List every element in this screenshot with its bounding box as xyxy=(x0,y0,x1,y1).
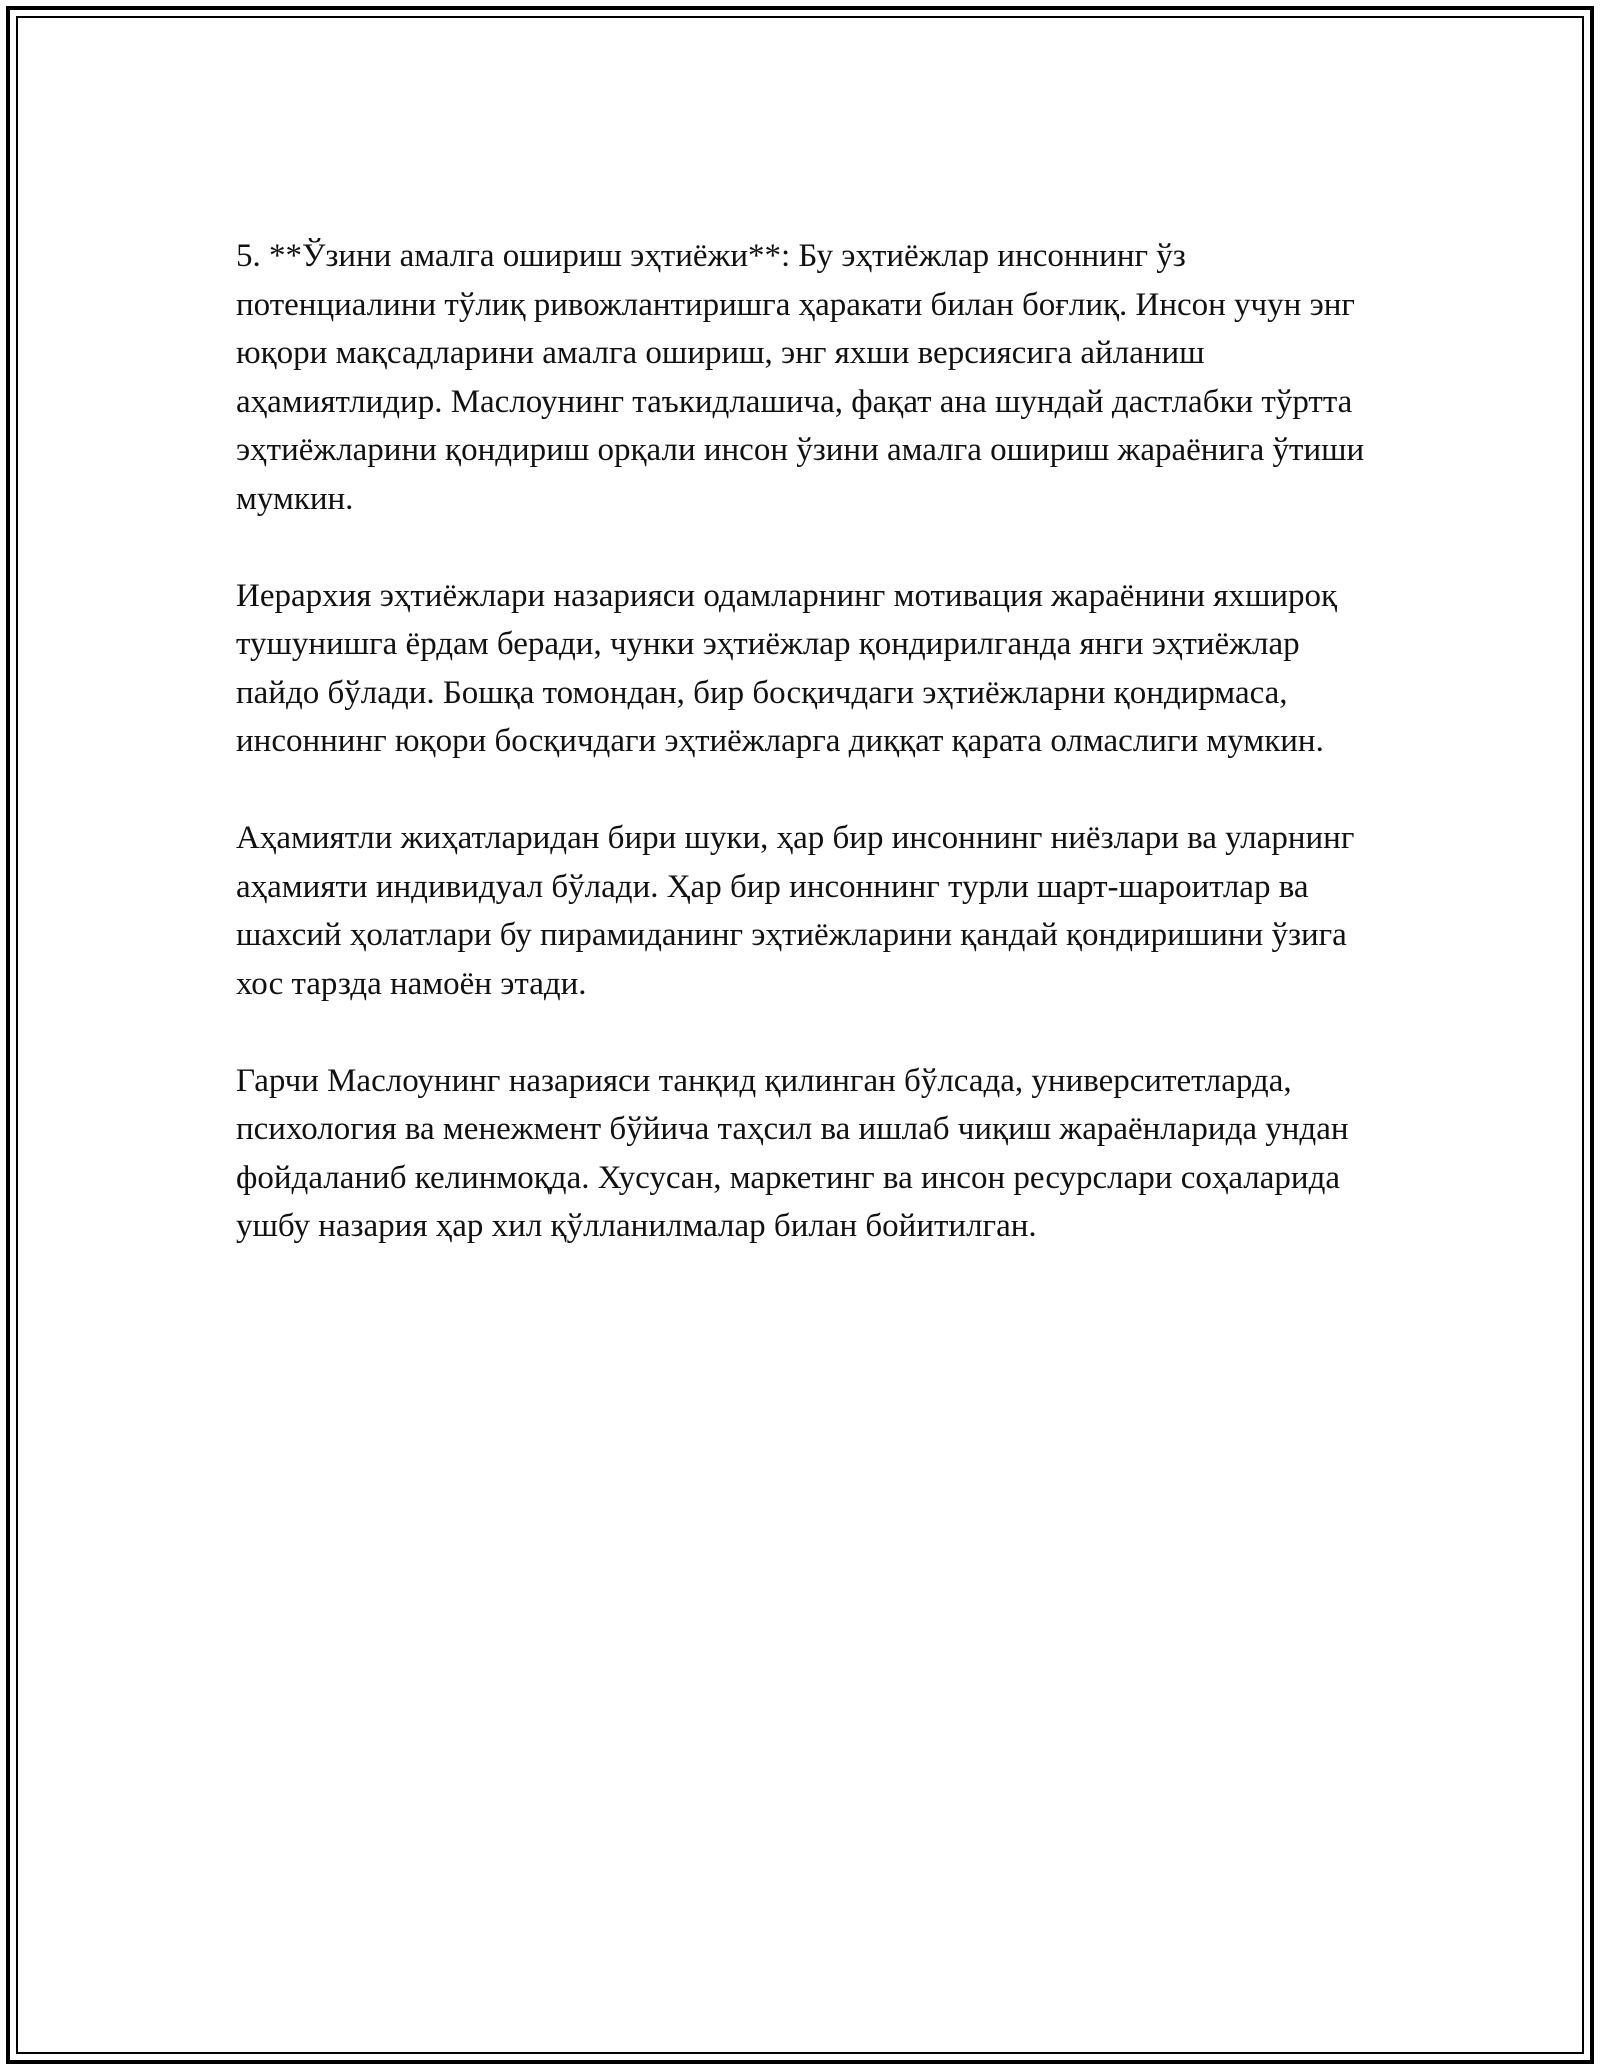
paragraph-hierarchy-motivation: Иерархия эҳтиёжлари назарияси одамларнинг мотивация жараёнини яхшироқ тушунишга ёрдам беради, чунки эҳтиёжлар қондирилганда янги эҳтиёжлар пайдо бўлади. Бошқа томондан, бир босқичдаги эҳтиёжларни қондирмаса, инсоннинг юқори босқичдаги эҳтиёжларга диққат қарата олмаслиги мумкин. xyxy=(236,577,1338,759)
paragraph-individual-needs: Аҳамиятли жиҳатларидан бири шуки, ҳар бир инсоннинг ниёзлари ва уларнинг аҳамияти индивидуал бўлади. Ҳар бир инсоннинг турли шарт-шароитлар ва шахсий ҳолатлари бу пирамиданинг эҳтиёжларини қандай қондиришини ўзига хос тарзда намоён этади. xyxy=(236,820,1355,1002)
document-body xyxy=(236,232,1366,1299)
paragraph-self-actualization: 5. **Ўзини амалга ошириш эҳтиёжи**: Бу эҳтиёжлар инсоннинг ўз потенциалини тўлиқ ривожлантиришга ҳаракати билан боғлиқ. Инсон учун энг юқори мақсадларини амалга ошириш, энг яхши версиясига айланиш аҳамиятлидир. Маслоунинг таъкидлашича, фақат ана шундай дастлабки тўртта эҳтиёжларини қондириш орқали инсон ўзини амалга ошириш жараёнига ўтиши мумкин. xyxy=(236,238,1365,517)
paragraph-theory-application: Гарчи Маслоунинг назарияси танқид қилинган бўлсада, университетларда, психология ва менежмент бўйича таҳсил ва ишлаб чиқиш жараёнларида ундан фойдаланиб келинмоқда. Хусусан, маркетинг ва инсон ресурслари соҳаларида ушбу назария ҳар хил қўлланилмалар билан бойитилган. xyxy=(236,1062,1349,1244)
